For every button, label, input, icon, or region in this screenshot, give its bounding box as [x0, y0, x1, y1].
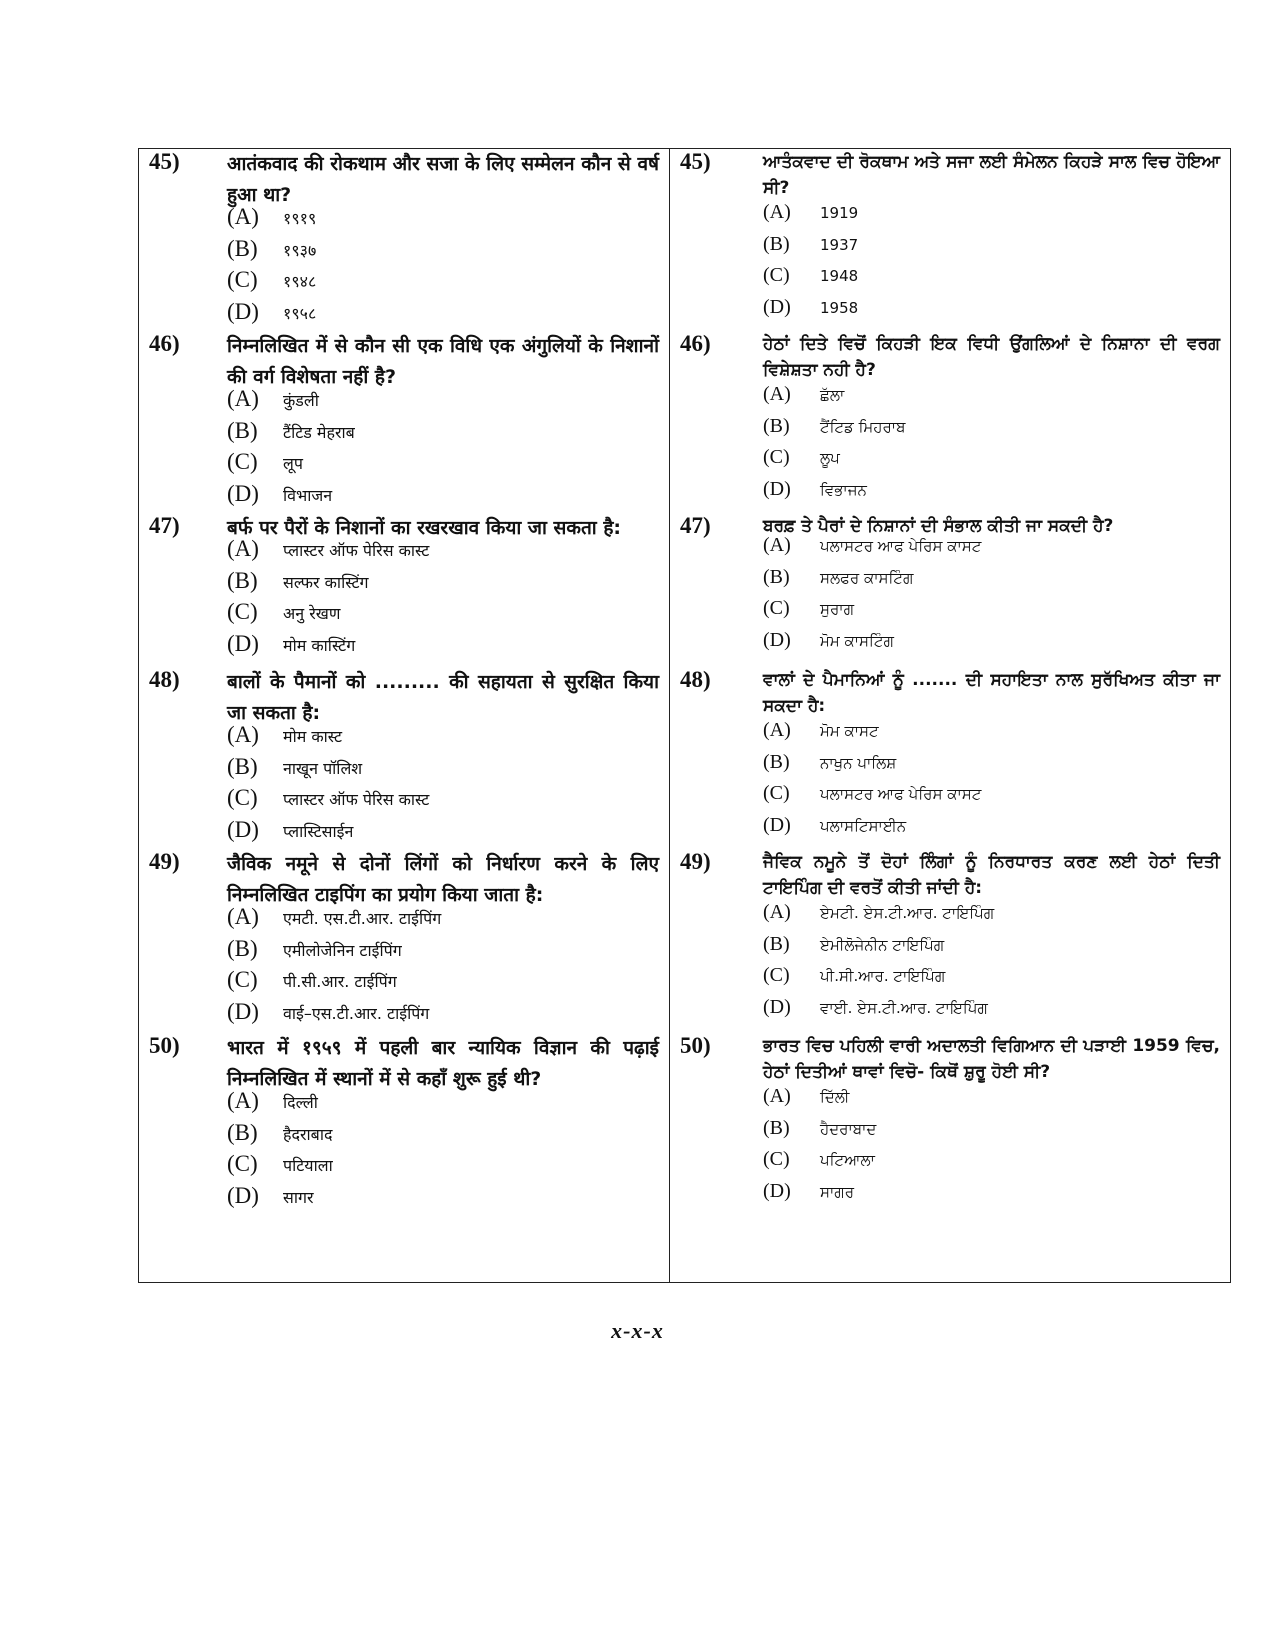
- answer-option: [227, 449, 303, 481]
- option-letter: (B): [763, 414, 790, 437]
- answer-option: [763, 964, 945, 996]
- option-letter: (B): [227, 935, 258, 961]
- question-number: 50): [680, 1033, 711, 1058]
- answer-option: [763, 264, 858, 296]
- answer-option: [763, 629, 894, 661]
- option-text: ਟੈਂਟਿਡ ਮਿਹਰਾਬ: [820, 417, 906, 436]
- question-number: 48): [680, 667, 711, 692]
- option-letter: (C): [763, 446, 790, 468]
- option-letter: (B): [763, 565, 790, 588]
- option-letter: (A): [227, 722, 259, 747]
- option-letter: (B): [227, 753, 258, 779]
- option-letter: (B): [763, 750, 790, 773]
- answer-option: [763, 534, 981, 566]
- question-text: बालों के पैमानों को ......... की सहायता से सुरक्षित किया जा सकता है:: [227, 671, 659, 724]
- question-text: ਹੇਠਾਂ ਦਿਤੇ ਵਿਚੋਂ ਕਿਹੜੀ ਇਕ ਵਿਧੀ ਉਂਗਲਿਆਂ ਦੇ ਨਿਸ਼ਾਨਾ ਦੀ ਵਰਗ ਵਿਸ਼ੇਸ਼ਤਾ ਨਹੀ ਹੈ?: [763, 334, 1220, 380]
- option-text: ਹੈਦਰਾਬਾਦ: [820, 1119, 877, 1138]
- option-text: प्लास्टर ऑफ पेरिस कास्ट: [283, 541, 430, 560]
- question-text: ਬਰਫ਼ ਤੇ ਪੈਰਾਂ ਦੇ ਨਿਸ਼ਾਨਾਂ ਦੀ ਸੰਭਾਲ ਕੀਤੀ ਜਾ ਸਕਦੀ ਹੈ?: [763, 516, 1114, 536]
- question-text: जैविक नमूने से दोनों लिंगों को निर्धारण करने के लिए निम्नलिखित टाइपिंग का प्रयोग किया जाता है:: [227, 853, 659, 906]
- question-number: 46): [680, 331, 711, 356]
- option-text: ਏਮਟੀ. ਏਸ.ਟੀ.ਆਰ. ਟਾਇਪਿੰਗ: [820, 904, 995, 922]
- question-text: ਆਤੰਕਵਾਦ ਦੀ ਰੋਕਥਾਮ ਅਤੇ ਸਜਾ ਲਈ ਸੰਮੇਲਨ ਕਿਹੜੇ ਸਾਲ ਵਿਚ ਹੋਇਆ ਸੀ?: [763, 152, 1220, 198]
- option-text: ਪਲਾਸਟਰ ਆਫ ਪੇਰਿਸ ਕਾਸਟ: [820, 785, 982, 803]
- answer-option: [763, 751, 896, 783]
- answer-option: [763, 1085, 849, 1117]
- option-letter: (C): [227, 1151, 258, 1176]
- answer-option: [227, 817, 353, 849]
- option-letter: (B): [763, 1116, 790, 1139]
- answer-option: [763, 383, 844, 415]
- option-letter: (A): [763, 901, 791, 923]
- answer-option: [227, 536, 429, 568]
- option-letter: (A): [227, 536, 259, 561]
- option-letter: (C): [763, 1148, 790, 1170]
- answer-option: [763, 233, 858, 265]
- option-text: विभाजन: [283, 485, 333, 505]
- question-number: 46): [149, 331, 180, 356]
- option-letter: (D): [763, 995, 791, 1018]
- option-letter: (B): [227, 417, 258, 443]
- option-letter: (A): [763, 534, 791, 556]
- option-text: पी.सी.आर. टाईपिंग: [283, 972, 397, 991]
- option-letter: (C): [227, 599, 258, 624]
- option-text: दिल्ली: [283, 1093, 318, 1112]
- option-text: लूप: [283, 454, 303, 473]
- answer-option: [763, 566, 913, 598]
- question-number: 47): [680, 513, 711, 538]
- answer-option: [227, 481, 332, 513]
- answer-option: [227, 267, 316, 299]
- answer-option: [763, 1117, 876, 1149]
- answer-option: [763, 597, 854, 629]
- option-text: एमटी. एस.टी.आर. टाईपिंग: [283, 909, 442, 928]
- answer-option: [763, 201, 858, 233]
- option-text: मोम कास्टिंग: [283, 635, 356, 655]
- answer-option: [227, 1088, 318, 1120]
- option-letter: (A): [227, 204, 259, 229]
- option-text: १९१९: [283, 209, 317, 228]
- answer-option: [763, 901, 994, 933]
- option-text: ਸਾਗਰ: [820, 1182, 855, 1201]
- answer-option: [227, 1183, 314, 1215]
- option-letter: (D): [227, 480, 259, 506]
- option-letter: (C): [227, 267, 258, 292]
- option-text: ਪੀ.ਸੀ.ਆਰ. ਟਾਇਪਿੰਗ: [820, 967, 946, 985]
- option-text: वाई–एस.टी.आर. टाईपिंग: [283, 1003, 430, 1023]
- answer-option: [763, 296, 858, 328]
- answer-option: [227, 236, 316, 268]
- option-letter: (D): [763, 477, 791, 500]
- option-letter: (B): [227, 1119, 258, 1145]
- option-text: 1919: [820, 204, 859, 222]
- question-text: निम्नलिखित में से कौन सी एक विधि एक अंगुलियों के निशानों की वर्ग विशेषता नहीं है?: [227, 335, 659, 388]
- answer-option: [763, 996, 988, 1028]
- option-text: १९३७: [283, 240, 317, 260]
- question-text: भारत में १९५९ में पहली बार न्यायिक विज्ञान की पढ़ाई निम्नलिखित में स्थानों में से कहाँ शुरू हुई थी?: [227, 1037, 659, 1090]
- answer-option: [763, 814, 906, 846]
- answer-option: [227, 299, 316, 331]
- question-text: ਵਾਲਾਂ ਦੇ ਪੈਮਾਨਿਆਂ ਨੂੰ ....... ਦੀ ਸਹਾਇਤਾ ਨਾਲ ਸੁਰੱਖਿਅਤ ਕੀਤਾ ਜਾ ਸਕਦਾ ਹੈ:: [763, 670, 1220, 716]
- question-text: आतंकवाद की रोकथाम और सजा के लिए सम्मेलन कौन से वर्ष हुआ था?: [227, 153, 659, 206]
- answer-option: [227, 936, 402, 968]
- answer-option: [763, 782, 981, 814]
- option-text: ਵਿਭਾਜਨ: [820, 480, 867, 499]
- question-number: 48): [149, 667, 180, 692]
- answer-option: [227, 631, 355, 663]
- option-letter: (C): [227, 785, 258, 810]
- option-text: १९५८: [283, 303, 317, 323]
- option-text: ਦਿੱਲੀ: [820, 1088, 850, 1106]
- option-letter: (B): [227, 235, 258, 261]
- question-number: 49): [149, 849, 180, 874]
- option-text: मोम कास्ट: [283, 727, 343, 746]
- option-text: अनु रेखण: [283, 604, 341, 623]
- option-letter: (C): [763, 782, 790, 804]
- option-letter: (D): [227, 998, 259, 1024]
- option-text: कुंडली: [283, 391, 319, 410]
- punjabi-column: [670, 149, 1232, 1282]
- answer-option: [227, 999, 429, 1031]
- option-letter: (D): [227, 298, 259, 324]
- option-text: 1948: [820, 267, 859, 285]
- option-letter: (C): [763, 597, 790, 619]
- option-letter: (B): [763, 932, 790, 955]
- option-letter: (B): [763, 232, 790, 255]
- option-letter: (D): [763, 295, 791, 318]
- option-text: ਸੁਰਾਗ: [820, 600, 855, 618]
- option-text: ਏਮੀਲੋਜੇਨੀਨ ਟਾਇਪਿੰਗ: [820, 935, 945, 954]
- option-text: ਨਾਖੁਨ ਪਾਲਿਸ਼: [820, 753, 897, 772]
- option-text: ਮੋਮ ਕਾਸਟਿੰਗ: [820, 631, 894, 650]
- question-table: [138, 148, 1231, 1283]
- answer-option: [227, 1151, 333, 1183]
- answer-option: [227, 904, 441, 936]
- option-letter: (D): [763, 628, 791, 651]
- option-text: पटियाला: [283, 1156, 333, 1175]
- option-text: एमीलोजेनिन टाईपिंग: [283, 940, 402, 960]
- option-letter: (A): [763, 719, 791, 741]
- answer-option: [227, 967, 397, 999]
- answer-option: [763, 415, 905, 447]
- option-text: 1937: [820, 235, 859, 254]
- option-text: ਪਟਿਆਲਾ: [820, 1151, 875, 1169]
- option-text: सल्फर कास्टिंग: [283, 572, 369, 592]
- option-letter: (D): [227, 1182, 259, 1208]
- option-letter: (D): [227, 816, 259, 842]
- option-letter: (A): [227, 904, 259, 929]
- option-text: 1958: [820, 298, 859, 317]
- option-letter: (A): [763, 1085, 791, 1107]
- option-text: ਪਲਾਸਟਿਸਾਈਨ: [820, 816, 907, 835]
- option-letter: (C): [227, 449, 258, 474]
- answer-option: [763, 478, 867, 510]
- answer-option: [227, 568, 369, 600]
- option-letter: (D): [227, 630, 259, 656]
- option-letter: (A): [227, 386, 259, 411]
- option-text: ਲੂਪ: [820, 449, 840, 467]
- page-end-mark: x-x-x: [611, 1318, 664, 1343]
- option-letter: (C): [763, 964, 790, 986]
- option-text: प्लास्टर ऑफ पेरिस कास्ट: [283, 790, 430, 809]
- answer-option: [227, 722, 342, 754]
- option-letter: (A): [763, 383, 791, 405]
- option-text: नाखून पॉलिश: [283, 758, 363, 778]
- option-text: टैंटिड मेहराब: [283, 422, 355, 442]
- option-letter: (C): [763, 264, 790, 286]
- question-number: 47): [149, 513, 180, 538]
- question-number: 45): [149, 149, 180, 174]
- option-letter: (C): [227, 967, 258, 992]
- question-number: 45): [680, 149, 711, 174]
- option-text: ਮੋਮ ਕਾਸਟ: [820, 722, 879, 740]
- option-text: हैदराबाद: [283, 1124, 333, 1144]
- answer-option: [227, 754, 362, 786]
- option-letter: (A): [227, 1088, 259, 1113]
- question-number: 49): [680, 849, 711, 874]
- question-number: 50): [149, 1033, 180, 1058]
- option-letter: (D): [763, 1179, 791, 1202]
- answer-option: [763, 719, 879, 751]
- question-text: बर्फ पर पैरों के निशानों का रखरखाव किया जा सकता है:: [227, 517, 622, 539]
- answer-option: [763, 446, 840, 478]
- answer-option: [227, 1120, 332, 1152]
- option-text: ਪਲਾਸਟਰ ਆਫ ਪੇਰਿਸ ਕਾਸਟ: [820, 537, 982, 555]
- answer-option: [763, 933, 944, 965]
- answer-option: [227, 599, 340, 631]
- answer-option: [227, 418, 355, 450]
- option-letter: (A): [763, 201, 791, 223]
- option-text: ਛੱਲਾ: [820, 386, 845, 404]
- question-text: ਜੈਵਿਕ ਨਮੂਨੇ ਤੋਂ ਦੋਹਾਂ ਲਿੰਗਾਂ ਨੂੰ ਨਿਰਧਾਰਤ ਕਰਣ ਲਈ ਹੇਠਾਂ ਦਿਤੀ ਟਾਇਪਿੰਗ ਦੀ ਵਰਤੋਂ ਕੀਤੀ ਜਾਂਦੀ ਹੈ:: [763, 852, 1220, 898]
- answer-option: [227, 785, 429, 817]
- answer-option: [227, 204, 316, 236]
- option-text: १९४८: [283, 272, 317, 291]
- answer-option: [763, 1180, 854, 1212]
- option-text: सागर: [283, 1187, 314, 1207]
- option-text: प्लास्टिसाईन: [283, 821, 354, 841]
- option-text: ਵਾਈ. ਏਸ.ਟੀ.ਆਰ. ਟਾਇਪਿੰਗ: [820, 998, 988, 1017]
- question-text: ਭਾਰਤ ਵਿਚ ਪਹਿਲੀ ਵਾਰੀ ਅਦਾਲਤੀ ਵਿਗਿਆਨ ਦੀ ਪੜਾਈ 1959 ਵਿਚ, ਹੇਠਾਂ ਦਿਤੀਆਂ ਥਾਵਾਂ ਵਿਚੋ- ਕਿਥੋਂ ਸ਼ੁਰੂ ਹੋਈ ਸੀ?: [763, 1036, 1220, 1082]
- hindi-column: [139, 149, 669, 1282]
- option-letter: (B): [227, 567, 258, 593]
- option-text: ਸਲਫਰ ਕਾਸਟਿੰਗ: [820, 568, 914, 587]
- answer-option: [227, 386, 319, 418]
- answer-option: [763, 1148, 875, 1180]
- option-letter: (D): [763, 813, 791, 836]
